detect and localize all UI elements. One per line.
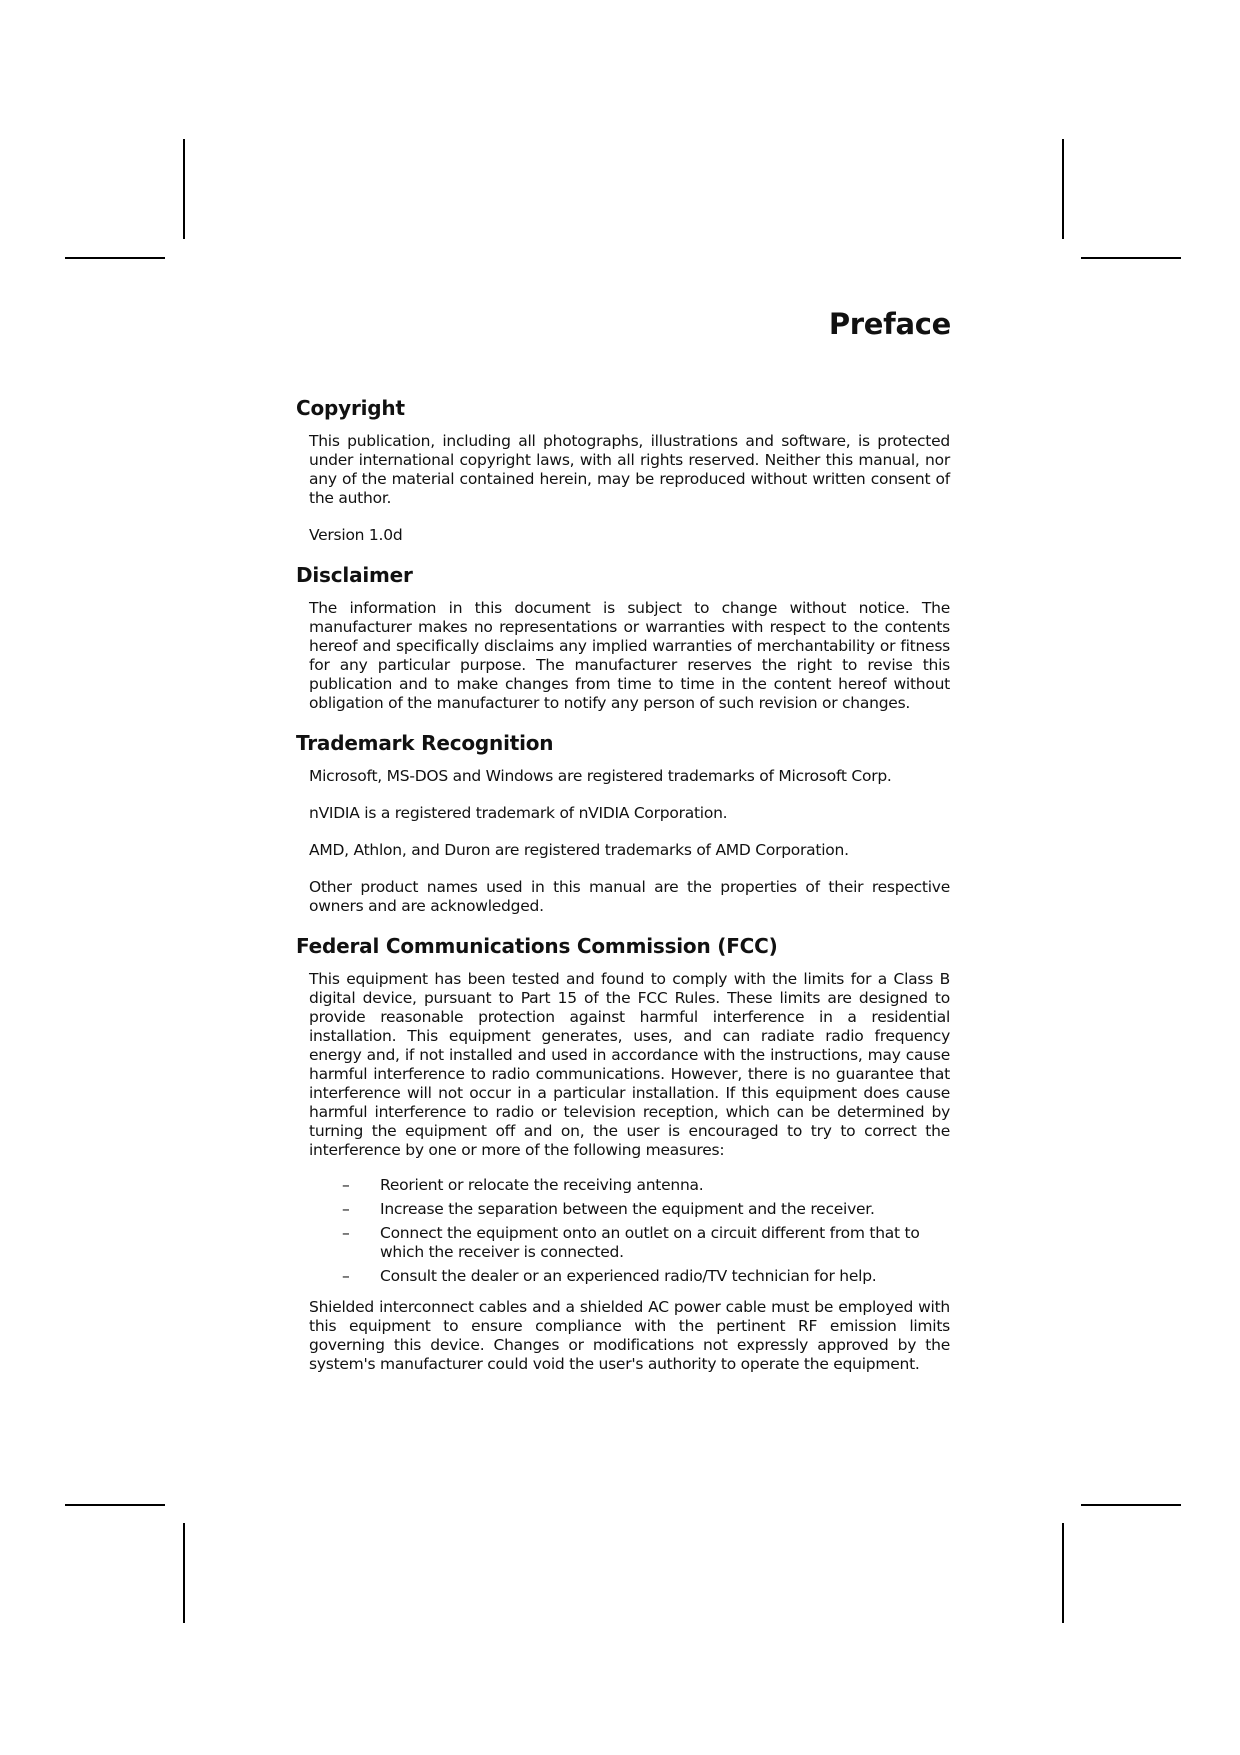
measure-text: Reorient or relocate the receiving antenna.: [380, 1176, 704, 1194]
fcc-measures-list: [309, 1176, 950, 1286]
list-item: [309, 1224, 950, 1262]
crop-mark-bottom-right-vertical: [1062, 1523, 1064, 1623]
copyright-paragraph: This publication, including all photographs, illustrations and software, is protected under international copyright laws, with all rights reserved. Neither this manual, nor any of the material contained herein, may be reproduced without written consent of the author.: [309, 432, 950, 507]
crop-mark-bottom-left-horizontal: [65, 1504, 165, 1506]
list-item: [309, 1267, 950, 1286]
section-disclaimer: [296, 563, 950, 713]
crop-mark-top-right-vertical: [1062, 139, 1064, 239]
trademark-paragraph: nVIDIA is a registered trademark of nVIDIA Corporation.: [309, 804, 728, 822]
trademark-paragraph: Microsoft, MS-DOS and Windows are registered trademarks of Microsoft Corp.: [309, 767, 892, 785]
version-text: Version 1.0d: [309, 526, 403, 544]
section-heading: Disclaimer: [296, 563, 413, 587]
fcc-closing-paragraph: Shielded interconnect cables and a shielded AC power cable must be employed with this equipment to ensure compliance with the pertinent RF emission limits governing this device. Changes or modifications not expressly approved by the system's manufacturer could void the user's authority to operate the equipment.: [309, 1298, 950, 1373]
dash-bullet: –: [342, 1176, 350, 1194]
list-item: [309, 1200, 950, 1219]
crop-mark-bottom-left-vertical: [183, 1523, 185, 1623]
dash-bullet: –: [342, 1267, 350, 1285]
crop-mark-bottom-right-horizontal: [1081, 1504, 1181, 1506]
section-fcc: [296, 934, 950, 1374]
dash-bullet: –: [342, 1224, 350, 1242]
dash-bullet: –: [342, 1200, 350, 1218]
crop-mark-top-left-vertical: [183, 139, 185, 239]
trademark-paragraph: Other product names used in this manual are the properties of their respective owners and are acknowledged.: [309, 878, 950, 915]
section-heading: Copyright: [296, 396, 405, 420]
section-trademark-recognition: [296, 731, 950, 916]
list-item: [309, 1176, 950, 1195]
crop-mark-top-right-horizontal: [1081, 257, 1181, 259]
disclaimer-paragraph: The information in this document is subject to change without notice. The manufacturer makes no representations or warranties with respect to the contents hereof and specifically disclaims any implied warranties of merchantability or fitness for any particular purpose. The manufacturer reserves the right to revise this publication and to make changes from time to time in the content hereof without obligation of the manufacturer to notify any person of such revision or changes.: [309, 599, 950, 712]
crop-mark-top-left-horizontal: [65, 257, 165, 259]
trademark-paragraph: AMD, Athlon, and Duron are registered trademarks of AMD Corporation.: [309, 841, 849, 859]
page-title: Preface: [828, 307, 951, 341]
section-heading: Trademark Recognition: [296, 731, 554, 755]
section-copyright: [296, 396, 950, 545]
measure-text: Increase the separation between the equipment and the receiver.: [380, 1200, 875, 1218]
measure-text: Consult the dealer or an experienced radio/TV technician for help.: [380, 1267, 877, 1285]
fcc-intro-paragraph: This equipment has been tested and found to comply with the limits for a Class B digital device, pursuant to Part 15 of the FCC Rules. These limits are designed to provide reasonable protection against harmful interference in a residential installation. This equipment generates, uses, and can radiate radio frequency energy and, if not installed and used in accordance with the instructions, may cause harmful interference to radio communications. However, there is no guarantee that interference will not occur in a particular installation. If this equipment does cause harmful interference to radio or television reception, which can be determined by turning the equipment off and on, the user is encouraged to try to correct the interference by one or more of the following measures:: [309, 970, 950, 1159]
section-heading: Federal Communications Commission (FCC): [296, 934, 778, 958]
measure-text: Connect the equipment onto an outlet on a circuit different from that to which the receiver is connected.: [380, 1224, 920, 1261]
preface-content: [296, 396, 950, 1392]
